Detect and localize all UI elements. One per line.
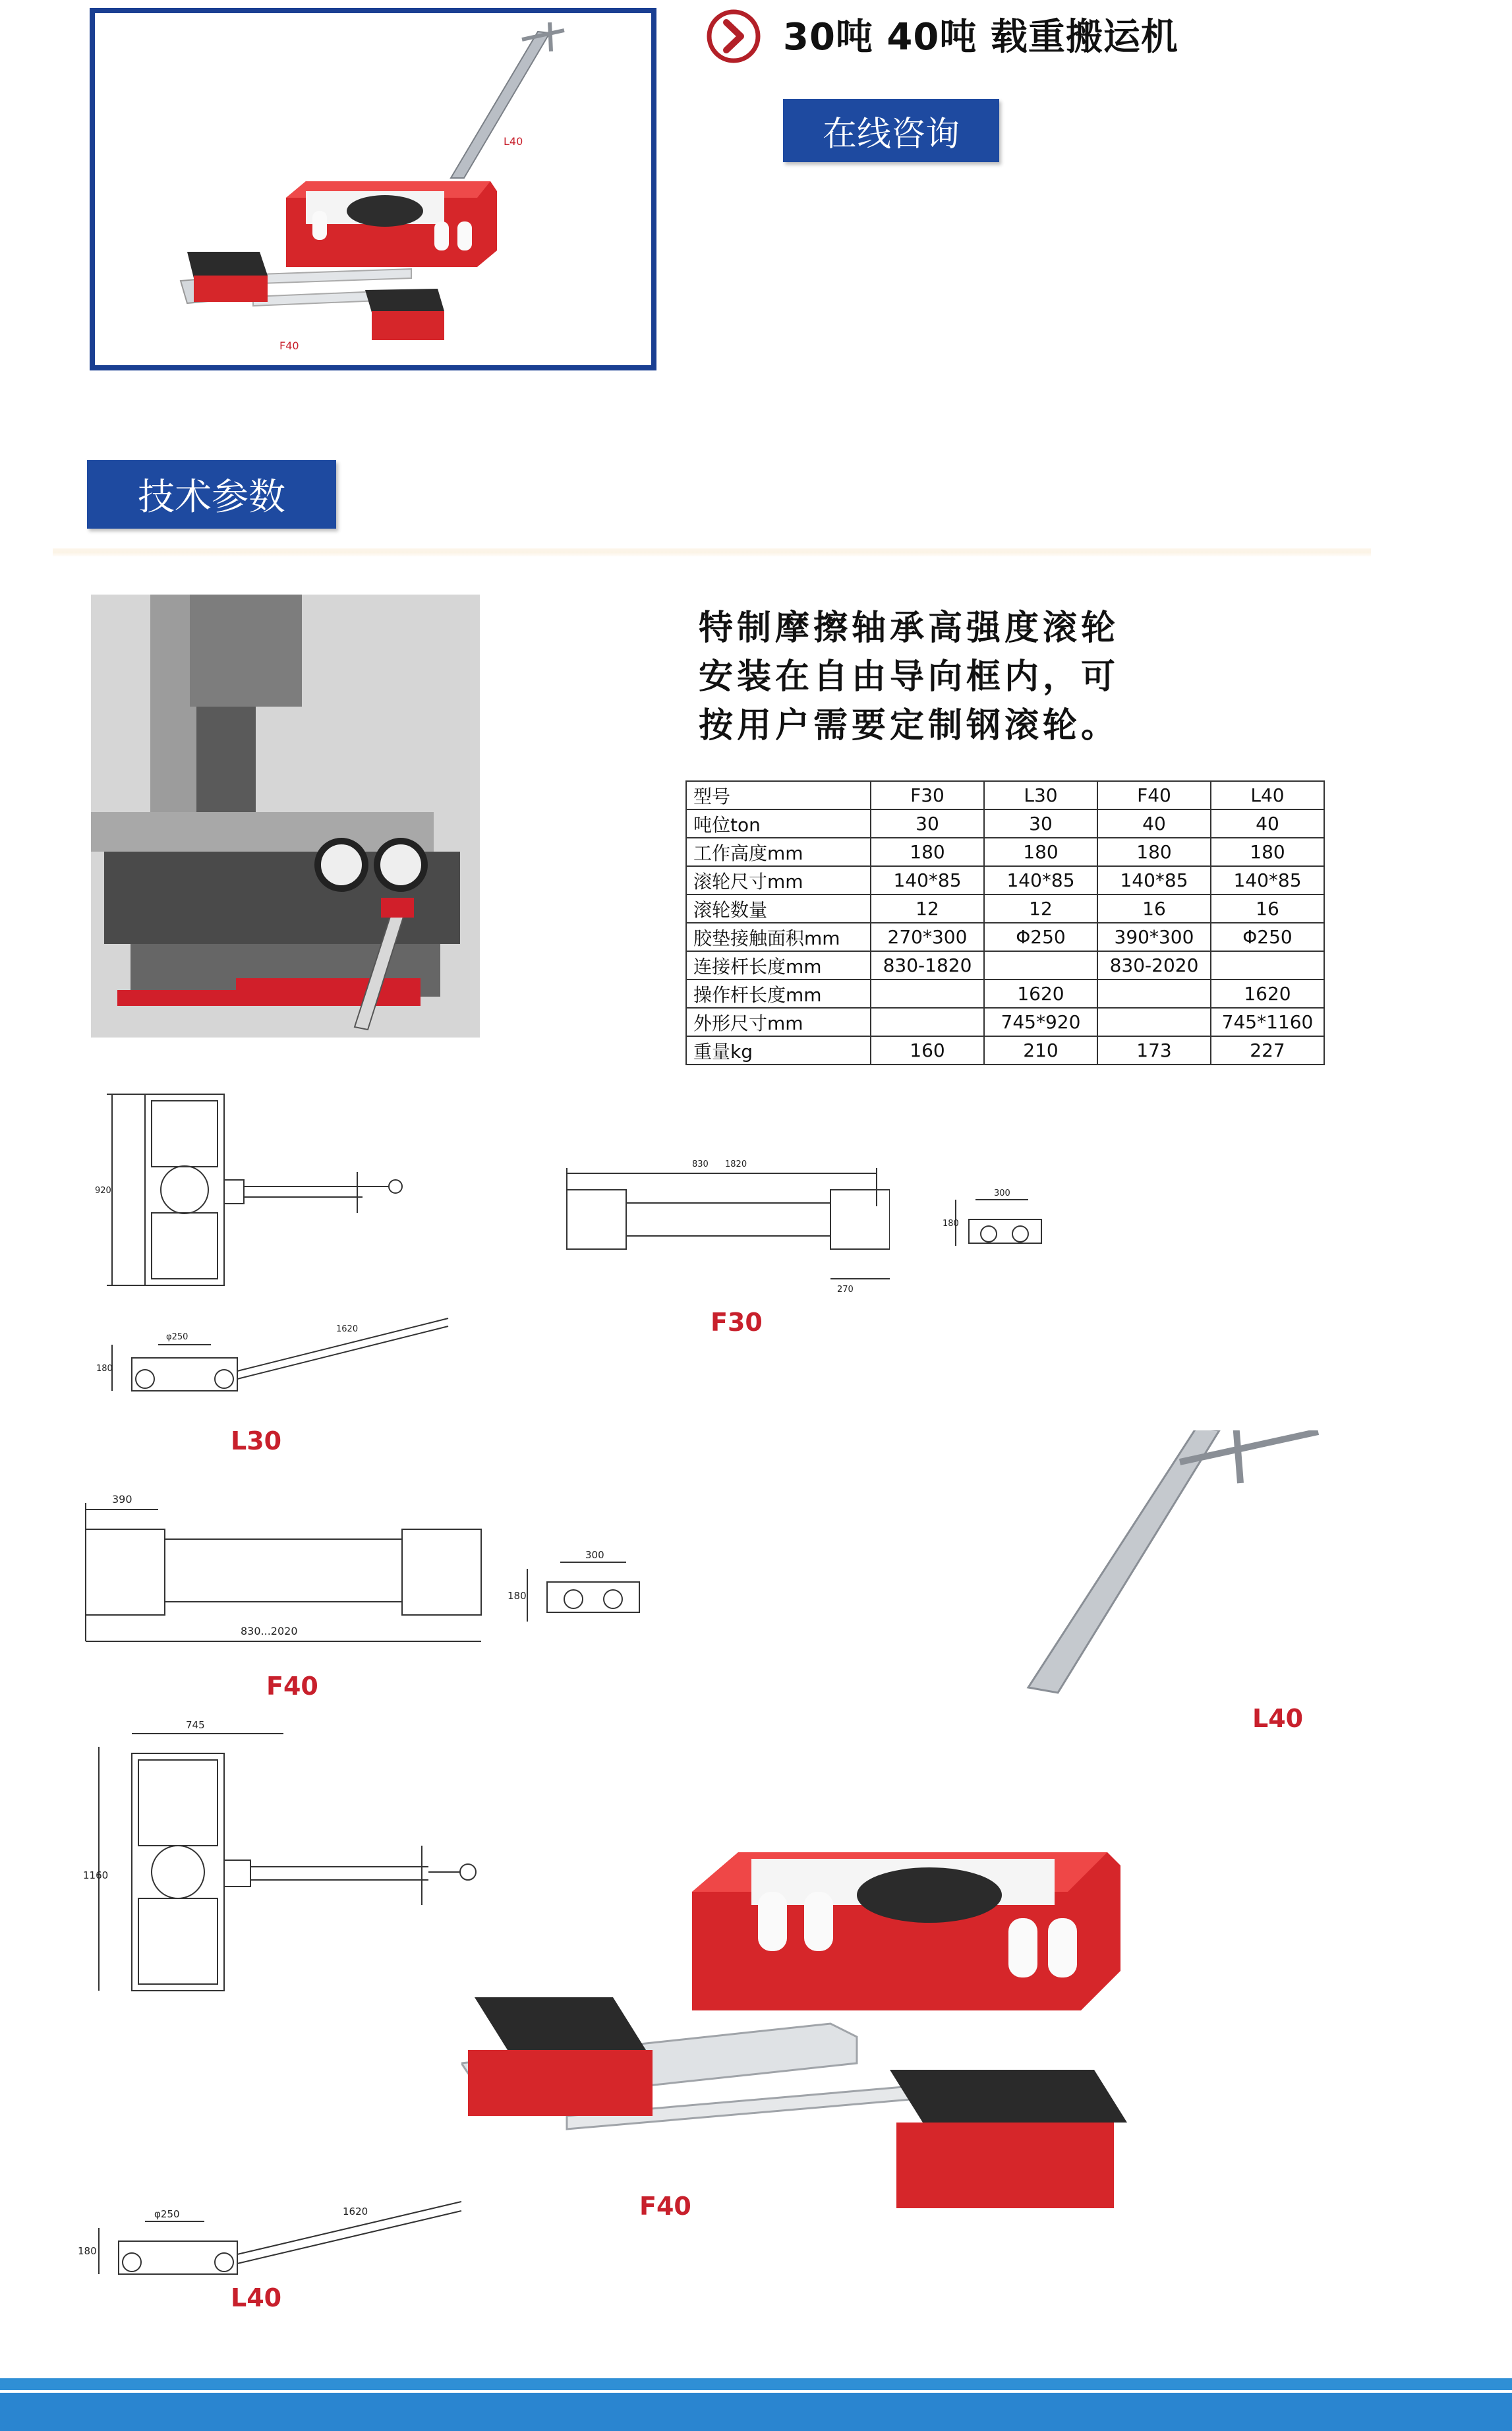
- model-l30: L30: [984, 781, 1097, 809]
- row-label: 操作杆长度mm: [686, 980, 871, 1008]
- row-label: 胶垫接触面积mm: [686, 923, 871, 951]
- table-header-row: [686, 781, 1324, 809]
- photo-label-l40-large: L40: [1252, 1704, 1304, 1733]
- dim-180: 180: [508, 1590, 527, 1602]
- table-cell: 227: [1211, 1036, 1324, 1065]
- table-row: [686, 1036, 1324, 1065]
- table-cell: 140*85: [871, 866, 984, 894]
- table-cell: 180: [1211, 838, 1324, 866]
- table-cell: 173: [1097, 1036, 1211, 1065]
- footer-stripe-top: [0, 2378, 1512, 2390]
- table-cell: Φ250: [1211, 923, 1324, 951]
- dim-920: 920: [95, 1186, 111, 1196]
- dim-300: 300: [994, 1188, 1010, 1198]
- l40-drawing-label: L40: [231, 2283, 282, 2312]
- table-cell: 270*300: [871, 923, 984, 951]
- table-cell: 140*85: [1211, 866, 1324, 894]
- dim-phi250: φ250: [166, 1332, 189, 1342]
- table-row: [686, 923, 1324, 951]
- f30-side-drawing: [943, 1186, 1074, 1259]
- dim-180: 180: [78, 2245, 97, 2257]
- table-cell: 140*85: [1097, 866, 1211, 894]
- l40-top-drawing: [73, 1714, 494, 2004]
- footer-stripe-bottom: [0, 2393, 1512, 2431]
- page-title: 30吨 40吨 载重搬运机: [783, 16, 1178, 59]
- f40-drawing-label: F40: [266, 1672, 318, 1701]
- model-f40: F40: [1097, 781, 1211, 809]
- table-cell: 160: [871, 1036, 984, 1065]
- machine-tool-photo: [91, 595, 480, 1038]
- product-photo: [95, 13, 651, 365]
- row-label: 滚轮数量: [686, 894, 871, 923]
- table-row: [686, 980, 1324, 1008]
- table-cell: 140*85: [984, 866, 1097, 894]
- f40-top-drawing: [73, 1483, 494, 1655]
- dim-1160: 1160: [83, 1869, 109, 1881]
- table-row: [686, 894, 1324, 923]
- spec-table: [685, 780, 1325, 1065]
- table-header-label: 型号: [686, 781, 871, 809]
- dim-270: 270: [837, 1285, 854, 1295]
- dim-180: 180: [96, 1364, 113, 1374]
- l30-top-drawing: [92, 1088, 435, 1292]
- l30-label: L30: [231, 1426, 282, 1455]
- table-cell: 745*1160: [1211, 1008, 1324, 1036]
- row-label: 滚轮尺寸mm: [686, 866, 871, 894]
- dim-300: 300: [585, 1549, 604, 1561]
- table-cell: [1097, 1008, 1211, 1036]
- l30-side-drawing: [92, 1305, 461, 1404]
- table-cell: 40: [1097, 809, 1211, 838]
- table-cell: 1620: [1211, 980, 1324, 1008]
- f30-label: F30: [711, 1308, 763, 1337]
- table-cell: 16: [1211, 894, 1324, 923]
- model-l40: L40: [1211, 781, 1324, 809]
- row-label: 工作高度mm: [686, 838, 871, 866]
- table-cell: 830-1820: [871, 951, 984, 980]
- row-label: 外形尺寸mm: [686, 1008, 871, 1036]
- table-cell: [871, 1008, 984, 1036]
- table-cell: 40: [1211, 809, 1324, 838]
- description-line-3: 按用户需要定制钢滚轮。: [699, 706, 1120, 746]
- table-row: [686, 838, 1324, 866]
- table-cell: 12: [984, 894, 1097, 923]
- table-cell: 180: [871, 838, 984, 866]
- table-cell: 180: [984, 838, 1097, 866]
- dim-1620: 1620: [343, 2206, 368, 2217]
- table-cell: 12: [871, 894, 984, 923]
- table-cell: Φ250: [984, 923, 1097, 951]
- description-line-2: 安装在自由导向框内，可: [699, 657, 1120, 697]
- dim-phi250: φ250: [154, 2208, 180, 2220]
- table-cell: [871, 980, 984, 1008]
- chevron-right-circle-icon: [705, 8, 762, 65]
- photo-label-f40-large: F40: [639, 2192, 691, 2221]
- l40-f40-product-photo: [461, 1430, 1437, 2281]
- table-row: [686, 809, 1324, 838]
- table-cell: 745*920: [984, 1008, 1097, 1036]
- table-row: [686, 1008, 1324, 1036]
- section-title-tech-params: 技术参数: [87, 460, 336, 529]
- table-cell: 180: [1097, 838, 1211, 866]
- photo-label-f40: F40: [279, 339, 299, 352]
- product-image-frame[interactable]: [90, 8, 656, 370]
- table-cell: 210: [984, 1036, 1097, 1065]
- dim-1620: 1620: [336, 1324, 359, 1334]
- online-consult-button[interactable]: 在线咨询: [783, 99, 999, 162]
- table-cell: 1620: [984, 980, 1097, 1008]
- dim-830: 830: [692, 1159, 709, 1169]
- table-cell: 830-2020: [1097, 951, 1211, 980]
- table-row: [686, 951, 1324, 980]
- row-label: 连接杆长度mm: [686, 951, 871, 980]
- description-line-1: 特制摩擦轴承高强度滚轮: [699, 608, 1120, 648]
- table-cell: 16: [1097, 894, 1211, 923]
- l40-side-drawing: [73, 2188, 481, 2281]
- row-label: 重量kg: [686, 1036, 871, 1065]
- table-cell: 30: [871, 809, 984, 838]
- dim-1820: 1820: [725, 1159, 747, 1169]
- f30-top-drawing: [560, 1147, 890, 1305]
- model-f30: F30: [871, 781, 984, 809]
- dim-745: 745: [186, 1719, 205, 1731]
- row-label: 吨位ton: [686, 809, 871, 838]
- photo-label-l40: L40: [504, 135, 523, 148]
- table-cell: 30: [984, 809, 1097, 838]
- table-row: [686, 866, 1324, 894]
- dim-180: 180: [943, 1219, 959, 1229]
- dim-830-2020: 830...2020: [241, 1625, 298, 1637]
- dim-390: 390: [112, 1493, 132, 1506]
- table-cell: [1211, 951, 1324, 980]
- section-divider: [53, 548, 1371, 556]
- table-cell: 390*300: [1097, 923, 1211, 951]
- table-cell: [984, 951, 1097, 980]
- table-cell: [1097, 980, 1211, 1008]
